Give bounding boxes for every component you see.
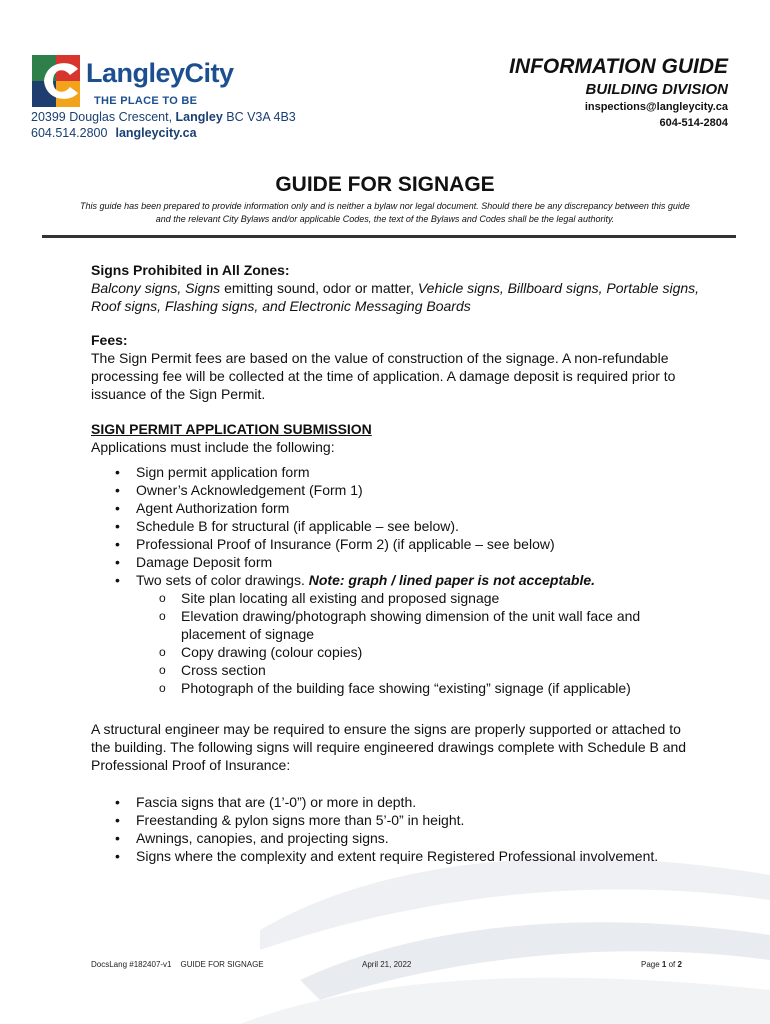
address-suffix: BC V3A 4B3 (222, 110, 296, 124)
page-of: of (666, 960, 678, 969)
structural-list (91, 793, 701, 865)
prohibited-text (91, 279, 701, 315)
prohibited-heading: Signs Prohibited in All Zones: (91, 262, 290, 278)
prohibited-text-part1: Balcony signs, Signs (91, 280, 221, 296)
address-prefix: 20399 Douglas Crescent, (31, 110, 176, 124)
list-item: • Fascia signs that are (1’-0”) or more in depth. (91, 793, 701, 811)
city-phone: 604.514.2800 (31, 126, 108, 140)
city-website-link[interactable]: langleycity.ca (115, 126, 197, 140)
list-item: • Freestanding & pylon signs more than 5’-0” in height. (91, 811, 701, 829)
document-title: GUIDE FOR SIGNAGE (275, 173, 495, 196)
fees-heading: Fees: (91, 332, 128, 348)
header-divider (42, 235, 736, 238)
fees-text: The Sign Permit fees are based on the value of construction of the signage. A non-refundable processing fee will be collected at the time of application. A damage deposit is required prior to issuance of the Sign Permit. (91, 350, 676, 402)
page-prefix: Page (641, 960, 662, 969)
prohibited-text-part2: emitting sound, odor or matter, (220, 280, 418, 296)
information-guide-label: INFORMATION GUIDE (509, 55, 728, 78)
footer-doc-number: DocsLang #182407-v1 (91, 960, 172, 969)
city-address (31, 110, 296, 124)
disclaimer-text: This guide has been prepared to provide information only and is neither a bylaw nor legal document. Should there be any discrepancy between this guide and the relevant City Bylaws and/or applicable Codes, the text of the Bylaws and Codes shall be the legal authority. (80, 201, 690, 224)
submission-section (91, 420, 701, 697)
list-item: • Professional Proof of Insurance (Form 2) (if applicable – see below) (91, 535, 701, 553)
list-item: • Owner’s Acknowledgement (Form 1) (91, 481, 701, 499)
sub-list-item: o Elevation drawing/photograph showing dimension of the unit wall face and placement of signage (91, 607, 701, 643)
list-item: • Agent Authorization form (91, 499, 701, 517)
footer-date: April 21, 2022 (362, 960, 412, 969)
footer-doc-name: GUIDE FOR SIGNAGE (180, 960, 264, 969)
list-item: • Signs where the complexity and extent require Registered Professional involvement. (91, 847, 701, 865)
list-item: • Sign permit application form (91, 463, 701, 481)
logo-wordmark: LangleyCity (86, 58, 234, 88)
submission-intro: Applications must include the following: (91, 439, 335, 455)
list-item: • Schedule B for structural (if applicable – see below). (91, 517, 701, 535)
list-item: • Damage Deposit form (91, 553, 701, 571)
background-wave-graphic (0, 840, 770, 1024)
drawings-text: Two sets of color drawings. (136, 572, 309, 588)
drawings-note: Note: graph / lined paper is not acceptable. (308, 572, 596, 588)
drawings-sublist (91, 589, 701, 697)
footer-doc-ref (91, 960, 264, 969)
address-city: Langley (175, 110, 223, 124)
structural-text: A structural engineer may be required to ensure the signs are properly supported or attached to the building. The following signs will require engineered drawings complete with Schedule B and Professional Proof of Insurance: (91, 721, 687, 773)
prohibited-signs-section (91, 261, 701, 315)
sub-list-item: o Site plan locating all existing and proposed signage (91, 589, 701, 607)
submission-list (91, 463, 701, 589)
sub-list-item: o Photograph of the building face showing “existing” signage (if applicable) (91, 679, 701, 697)
division-phone: 604-514-2804 (659, 117, 728, 129)
prohibited-text-part3: Vehicle signs, Billboard signs, Portable signs, Roof signs, Flashing signs, and Electronic Messaging Boards (91, 280, 700, 314)
page-current: 1 (661, 960, 667, 969)
logo-tagline: THE PLACE TO BE (94, 95, 198, 107)
inspections-email-link[interactable]: inspections@langleycity.ca (584, 101, 728, 113)
langley-city-logo-mark-icon (32, 55, 80, 107)
sub-list-item: o Cross section (91, 661, 701, 679)
footer-page-number (641, 960, 682, 969)
sub-list-item: o Copy drawing (colour copies) (91, 643, 701, 661)
page-total: 2 (677, 960, 682, 969)
submission-heading: SIGN PERMIT APPLICATION SUBMISSION (91, 421, 372, 437)
list-item: • Awnings, canopies, and projecting signs. (91, 829, 701, 847)
city-contact (31, 126, 197, 140)
structural-section (91, 720, 701, 865)
building-division-label: BUILDING DIVISION (585, 81, 728, 98)
fees-section (91, 331, 701, 403)
list-item-drawings (91, 571, 701, 589)
